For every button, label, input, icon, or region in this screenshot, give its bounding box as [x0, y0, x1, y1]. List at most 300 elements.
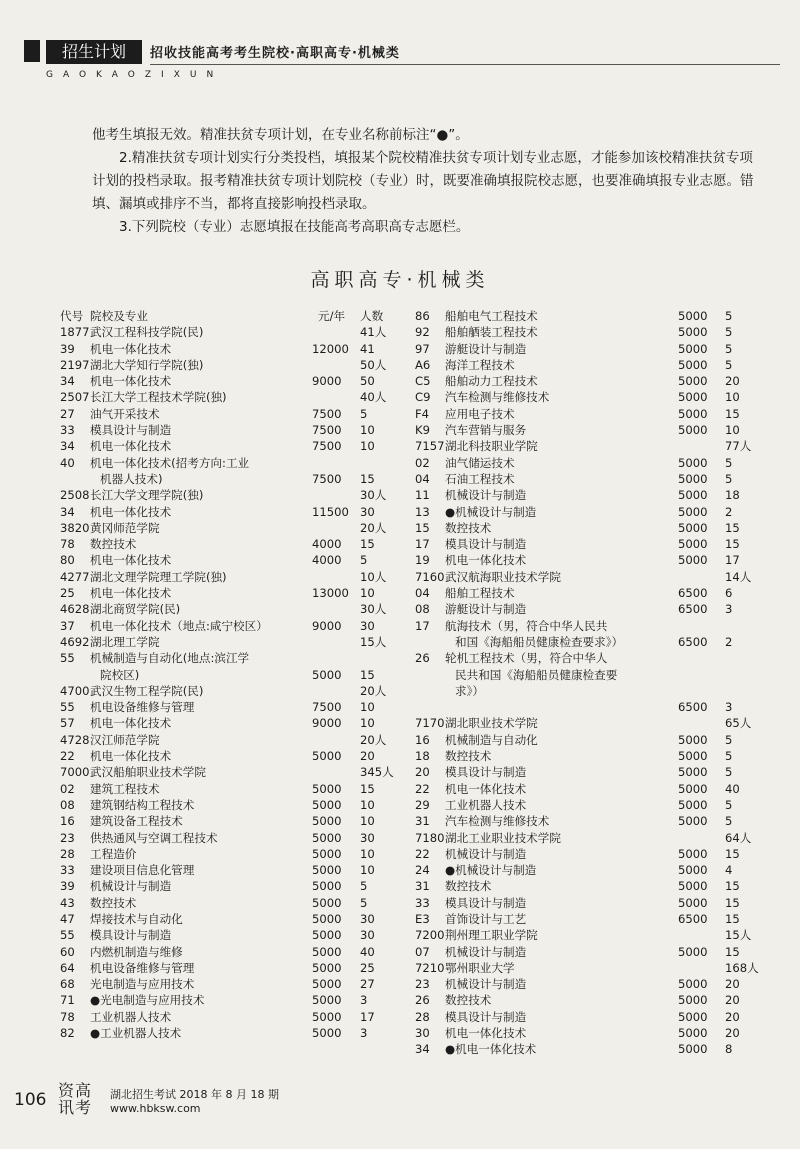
tuition-fee: 11500: [312, 504, 349, 519]
tuition-fee: 5000: [678, 781, 708, 796]
tuition-fee: 5000: [678, 1026, 708, 1041]
major-row: [415, 732, 755, 748]
school-code: 4692: [60, 634, 90, 649]
school-row: [415, 715, 755, 731]
tuition-fee: 4000: [312, 537, 342, 552]
school-name: 湖北科技职业学院: [445, 439, 538, 454]
major-row: [415, 1041, 755, 1057]
major-name: 工业机器人技术: [90, 1009, 172, 1024]
tuition-fee: 5000: [678, 749, 708, 764]
major-name: 数控技术: [445, 879, 492, 894]
major-code: 31: [415, 879, 430, 894]
enrollment-count: 5: [360, 553, 368, 568]
major-name: 工程造价: [90, 846, 137, 861]
major-code: 34: [60, 439, 75, 454]
tuition-fee: 5000: [678, 895, 708, 910]
major-row: [415, 911, 755, 927]
school-row: [60, 683, 400, 699]
tuition-fee: 6500: [678, 911, 708, 926]
major-row: [60, 618, 400, 634]
enrollment-count: 2: [725, 634, 733, 649]
major-name: 机电一体化技术（地点:咸宁校区）: [90, 618, 268, 633]
major-row: [415, 601, 755, 617]
tuition-fee: 5000: [678, 504, 708, 519]
header-code: 代号: [60, 309, 84, 323]
major-row: [60, 797, 400, 813]
enrollment-count: 15: [725, 944, 740, 959]
major-code: 07: [415, 944, 430, 959]
major-row: [60, 585, 400, 601]
major-name: ●光电制造与应用技术: [90, 993, 205, 1008]
major-row: [60, 1009, 400, 1025]
major-code: 02: [415, 455, 430, 470]
major-code: 92: [415, 325, 430, 340]
header-subtitle: GAOKAOZIXUN: [46, 70, 224, 80]
footer-logo-line-2: 讯考: [58, 1098, 93, 1117]
tuition-fee: 5000: [312, 814, 342, 829]
enrollment-count: 30: [360, 618, 375, 633]
tuition-fee: 5000: [678, 390, 708, 405]
enrollment-count: 10: [360, 423, 375, 438]
major-code: 02: [60, 781, 75, 796]
enrollment-count: 30: [360, 504, 375, 519]
tuition-fee: 7500: [312, 439, 342, 454]
tuition-fee: 5000: [678, 944, 708, 959]
major-name: 石油工程技术: [445, 471, 515, 486]
major-row: [415, 846, 755, 862]
enrollment-count: 10: [360, 846, 375, 861]
enrollment-count: 5: [725, 749, 733, 764]
enrollment-count: 15: [725, 537, 740, 552]
tuition-fee: 4000: [312, 553, 342, 568]
major-row: [415, 536, 755, 552]
major-row: [60, 438, 400, 454]
major-code: 30: [415, 1026, 430, 1041]
major-row: [60, 667, 400, 683]
footer-logo-line-1: 资高: [58, 1081, 93, 1100]
major-code: 17: [415, 618, 430, 633]
tuition-fee: 5000: [678, 455, 708, 470]
major-name: 模具设计与制造: [445, 1009, 527, 1024]
major-name: 机械设计与制造: [445, 944, 527, 959]
major-code: 22: [415, 846, 430, 861]
tuition-fee: 5000: [678, 977, 708, 992]
major-name: 机械制造与自动化: [445, 732, 538, 747]
major-code: 31: [415, 814, 430, 829]
major-name: 油气开采技术: [90, 406, 160, 421]
major-code: 37: [60, 618, 75, 633]
school-row: [60, 634, 400, 650]
major-row: [60, 781, 400, 797]
school-name: 长江大学文理学院(独): [90, 488, 204, 503]
major-code: 40: [60, 455, 75, 470]
enrollment-count: 17: [360, 1009, 375, 1024]
enrollment-count: 3: [725, 700, 733, 715]
enrollment-count: 10: [360, 700, 375, 715]
footer-logo: [58, 1082, 92, 1116]
major-row: [415, 618, 755, 634]
school-row: [60, 389, 400, 405]
major-row: [415, 422, 755, 438]
major-name: 机电一体化技术: [445, 781, 527, 796]
major-name: 船舶动力工程技术: [445, 374, 538, 389]
tuition-fee: 5000: [678, 553, 708, 568]
enrollment-count: 40: [360, 944, 375, 959]
left-column: [60, 308, 400, 1041]
school-total: 20人: [360, 520, 387, 535]
major-name: ●工业机器人技术: [90, 1026, 182, 1041]
enrollment-count: 10: [360, 716, 375, 731]
school-row: [60, 357, 400, 373]
school-row: [415, 569, 755, 585]
major-name: 建设项目信息化管理: [90, 863, 195, 878]
major-code: 43: [60, 895, 75, 910]
major-name: 光电制造与应用技术: [90, 977, 195, 992]
major-name: 机电设备维修与管理: [90, 700, 195, 715]
tuition-fee: 5000: [678, 1042, 708, 1057]
school-code: 4277: [60, 569, 90, 584]
major-name: 机电一体化技术: [445, 1026, 527, 1041]
enrollment-count: 10: [725, 423, 740, 438]
major-row: [415, 683, 755, 699]
major-row: [415, 455, 755, 471]
enrollment-count: 41: [360, 341, 375, 356]
major-row: [415, 389, 755, 405]
major-name: 焊接技术与自动化: [90, 911, 183, 926]
enrollment-count: 5: [725, 325, 733, 340]
major-name: 机电一体化技术: [90, 341, 172, 356]
major-code: 08: [415, 602, 430, 617]
enrollment-count: 2: [725, 504, 733, 519]
major-name: 航海技术（男，符合中华人民共: [445, 618, 608, 633]
major-name: 机电一体化技术: [90, 586, 172, 601]
major-name: 机器人技术): [100, 471, 163, 486]
major-name: 船舶工程技术: [445, 586, 515, 601]
tuition-fee: 5000: [312, 895, 342, 910]
major-row: [60, 830, 400, 846]
school-total: 30人: [360, 488, 387, 503]
header-name: 院校及专业: [90, 309, 148, 323]
major-code: 78: [60, 537, 75, 552]
major-row: [415, 699, 755, 715]
enrollment-count: 15: [725, 895, 740, 910]
major-code: 34: [415, 1042, 430, 1057]
major-name: 机电一体化技术(招考方向:工业: [90, 455, 250, 470]
enrollment-count: 15: [360, 781, 375, 796]
enrollment-count: 20: [725, 993, 740, 1008]
enrollment-count: 5: [725, 357, 733, 372]
major-name: 民共和国《海船船员健康检查要: [455, 667, 618, 682]
school-name: 湖北文理学院理工学院(独): [90, 569, 227, 584]
enrollment-count: 5: [360, 879, 368, 894]
major-row: [415, 308, 755, 324]
major-row: [60, 960, 400, 976]
enrollment-count: 3: [360, 993, 368, 1008]
enrollment-count: 5: [725, 732, 733, 747]
school-total: 10人: [360, 569, 387, 584]
tuition-fee: 5000: [678, 325, 708, 340]
tuition-fee: 5000: [678, 341, 708, 356]
school-code: 2508: [60, 488, 90, 503]
major-row: [60, 455, 400, 471]
tuition-fee: 9000: [312, 374, 342, 389]
major-row: [60, 1025, 400, 1041]
enrollment-count: 6: [725, 586, 733, 601]
right-column: [415, 308, 759, 1058]
major-row: [60, 895, 400, 911]
enrollment-count: 10: [725, 390, 740, 405]
major-name: 油气储运技术: [445, 455, 515, 470]
tuition-fee: 5000: [678, 471, 708, 486]
major-code: 26: [415, 993, 430, 1008]
major-name: 海洋工程技术: [445, 357, 515, 372]
header-mark: [24, 40, 40, 62]
major-code: 22: [415, 781, 430, 796]
major-code: C5: [415, 374, 431, 389]
major-name: 模具设计与制造: [445, 765, 527, 780]
school-row: [60, 487, 400, 503]
school-row: [415, 927, 755, 943]
left-rows: [60, 324, 400, 1041]
school-name: 湖北职业技术学院: [445, 716, 538, 731]
major-name: 机电一体化技术: [90, 374, 172, 389]
major-name: 数控技术: [90, 895, 137, 910]
major-code: 33: [415, 895, 430, 910]
section-title: 高职高专·机械类: [310, 269, 490, 291]
enrollment-count: 5: [360, 895, 368, 910]
tuition-fee: 5000: [312, 928, 342, 943]
enrollment-count: 5: [725, 797, 733, 812]
tuition-fee: 5000: [678, 732, 708, 747]
major-row: [415, 585, 755, 601]
major-code: 04: [415, 586, 430, 601]
major-code: 55: [60, 651, 75, 666]
major-row: [415, 748, 755, 764]
major-name: 数控技术: [90, 537, 137, 552]
tuition-fee: 6500: [678, 586, 708, 601]
tuition-fee: 5000: [312, 749, 342, 764]
enrollment-count: 5: [725, 471, 733, 486]
enrollment-count: 4: [725, 863, 733, 878]
tuition-fee: 7500: [312, 700, 342, 715]
major-row: [60, 341, 400, 357]
major-name: 机电设备维修与管理: [90, 960, 195, 975]
major-code: 33: [60, 423, 75, 438]
major-row: [415, 862, 755, 878]
intro-text: [92, 124, 762, 239]
page-header: [0, 0, 800, 100]
major-name: 机械设计与制造: [445, 846, 527, 861]
footer-url: www.hbksw.com: [110, 1102, 201, 1115]
major-code: 33: [60, 863, 75, 878]
major-code: 23: [415, 977, 430, 992]
major-name: ●机械设计与制造: [445, 504, 537, 519]
enrollment-count: 20: [725, 1026, 740, 1041]
enrollment-count: 20: [725, 977, 740, 992]
major-code: E3: [415, 911, 430, 926]
enrollment-count: 5: [725, 765, 733, 780]
major-code: C9: [415, 390, 431, 405]
tuition-fee: 5000: [678, 488, 708, 503]
major-name: 机械设计与制造: [445, 488, 527, 503]
enrollment-count: 17: [725, 553, 740, 568]
major-code: 26: [415, 651, 430, 666]
school-total: 15人: [360, 634, 387, 649]
major-row: [60, 878, 400, 894]
school-code: 4728: [60, 732, 90, 747]
tuition-fee: 5000: [678, 846, 708, 861]
major-code: 39: [60, 879, 75, 894]
major-row: [415, 944, 755, 960]
tuition-fee: 5000: [678, 423, 708, 438]
major-name: 模具设计与制造: [445, 537, 527, 552]
tuition-fee: 6500: [678, 634, 708, 649]
major-code: 24: [415, 863, 430, 878]
major-row: [60, 373, 400, 389]
school-name: 湖北大学知行学院(独): [90, 357, 204, 372]
major-code: 29: [415, 797, 430, 812]
school-row: [60, 520, 400, 536]
major-row: [415, 487, 755, 503]
major-name: 机电一体化技术: [90, 504, 172, 519]
major-row: [60, 927, 400, 943]
major-row: [60, 406, 400, 422]
major-code: F4: [415, 406, 430, 421]
tuition-fee: 5000: [312, 944, 342, 959]
major-row: [415, 1025, 755, 1041]
school-name: 武汉船舶职业技术学院: [90, 765, 206, 780]
major-row: [60, 715, 400, 731]
major-code: 18: [415, 749, 430, 764]
header-fee: 元/年: [318, 309, 346, 323]
major-name: 模具设计与制造: [90, 423, 172, 438]
school-row: [60, 569, 400, 585]
enrollment-count: 25: [360, 960, 375, 975]
school-code: 7000: [60, 765, 90, 780]
major-name: 轮机工程技术（男，符合中华人: [445, 651, 608, 666]
enrollment-count: 5: [725, 341, 733, 356]
school-total: 65人: [725, 716, 752, 731]
major-code: 17: [415, 537, 430, 552]
tuition-fee: 5000: [678, 374, 708, 389]
major-name: 和国《海船船员健康检查要求》）: [455, 634, 624, 649]
school-name: 武汉航海职业技术学院: [445, 569, 561, 584]
major-row: [415, 813, 755, 829]
header-title: 招收技能高考考生院校·高职高专·机械类: [150, 46, 400, 61]
tuition-fee: 5000: [312, 977, 342, 992]
school-name: 武汉生物工程学院(民): [90, 683, 204, 698]
enrollment-count: 15: [360, 667, 375, 682]
enrollment-count: 15: [725, 879, 740, 894]
intro-paragraph-2: 2.精准扶贫专项计划实行分类投档，填报某个院校精准扶贫专项计划专业志愿，才能参加该校精准扶贫专项计划的投档录取。报考精准扶贫专项计划院校（专业）时，既要准确填报院校志愿，也要准确填报专业志愿。错填、漏填或排序不当，都将直接影响投档录取。: [92, 150, 754, 212]
school-row: [60, 601, 400, 617]
major-code: K9: [415, 423, 430, 438]
header-section-label: 招生计划: [46, 40, 142, 64]
school-name: 湖北工业职业技术学院: [445, 830, 561, 845]
header-divider: [150, 64, 780, 65]
school-code: 7180: [415, 830, 445, 845]
school-total: 40人: [360, 390, 387, 405]
major-code: 19: [415, 553, 430, 568]
major-name: 机电一体化技术: [90, 439, 172, 454]
major-code: 16: [415, 732, 430, 747]
major-code: 11: [415, 488, 430, 503]
tuition-fee: 5000: [678, 1009, 708, 1024]
school-code: 4700: [60, 683, 90, 698]
major-row: [415, 471, 755, 487]
major-row: [415, 895, 755, 911]
school-total: 64人: [725, 830, 752, 845]
major-code: 47: [60, 911, 75, 926]
school-total: 20人: [360, 683, 387, 698]
tuition-fee: 5000: [678, 814, 708, 829]
enrollment-count: 10: [360, 797, 375, 812]
school-total: 77人: [725, 439, 752, 454]
tuition-fee: 5000: [312, 960, 342, 975]
tuition-fee: 5000: [312, 781, 342, 796]
school-code: 1877: [60, 325, 90, 340]
enrollment-count: 40: [725, 781, 740, 796]
major-row: [415, 552, 755, 568]
major-name: 模具设计与制造: [90, 928, 172, 943]
enrollment-count: 5: [725, 455, 733, 470]
major-name: 机电一体化技术: [90, 749, 172, 764]
major-name: 数控技术: [445, 520, 492, 535]
major-code: A6: [415, 357, 431, 372]
major-name: 院校区): [100, 667, 140, 682]
tuition-fee: 5000: [312, 846, 342, 861]
page-number: 106: [14, 1090, 47, 1110]
school-total: 20人: [360, 732, 387, 747]
major-name: 汽车检测与维修技术: [445, 814, 550, 829]
major-name: 机电一体化技术: [90, 716, 172, 731]
major-code: 16: [60, 814, 75, 829]
major-row: [60, 976, 400, 992]
major-code: 25: [60, 586, 75, 601]
major-code: 71: [60, 993, 75, 1008]
major-code: 39: [60, 341, 75, 356]
enrollment-count: 30: [360, 928, 375, 943]
major-code: 28: [415, 1009, 430, 1024]
tuition-fee: 7500: [312, 471, 342, 486]
school-name: 武汉工程科技学院(民): [90, 325, 204, 340]
major-code: 20: [415, 765, 430, 780]
major-code: 68: [60, 977, 75, 992]
major-code: 97: [415, 341, 430, 356]
enrollment-count: 10: [360, 863, 375, 878]
school-total: 50人: [360, 357, 387, 372]
table-header: [60, 308, 400, 324]
enrollment-count: 15: [725, 520, 740, 535]
tuition-fee: 6500: [678, 700, 708, 715]
enrollment-count: 5: [360, 406, 368, 421]
major-row: [415, 324, 755, 340]
right-rows: [415, 308, 759, 1058]
major-row: [60, 944, 400, 960]
major-name: 数控技术: [445, 993, 492, 1008]
major-name: 建筑工程技术: [90, 781, 160, 796]
major-name: ●机械设计与制造: [445, 863, 537, 878]
major-code: 60: [60, 944, 75, 959]
enrollment-count: 3: [725, 602, 733, 617]
major-name: 游艇设计与制造: [445, 602, 527, 617]
major-code: 22: [60, 749, 75, 764]
enrollment-count: 20: [725, 374, 740, 389]
enrollment-count: 18: [725, 488, 740, 503]
tuition-fee: 12000: [312, 341, 349, 356]
major-row: [60, 699, 400, 715]
school-name: 长江大学工程技术学院(独): [90, 390, 227, 405]
